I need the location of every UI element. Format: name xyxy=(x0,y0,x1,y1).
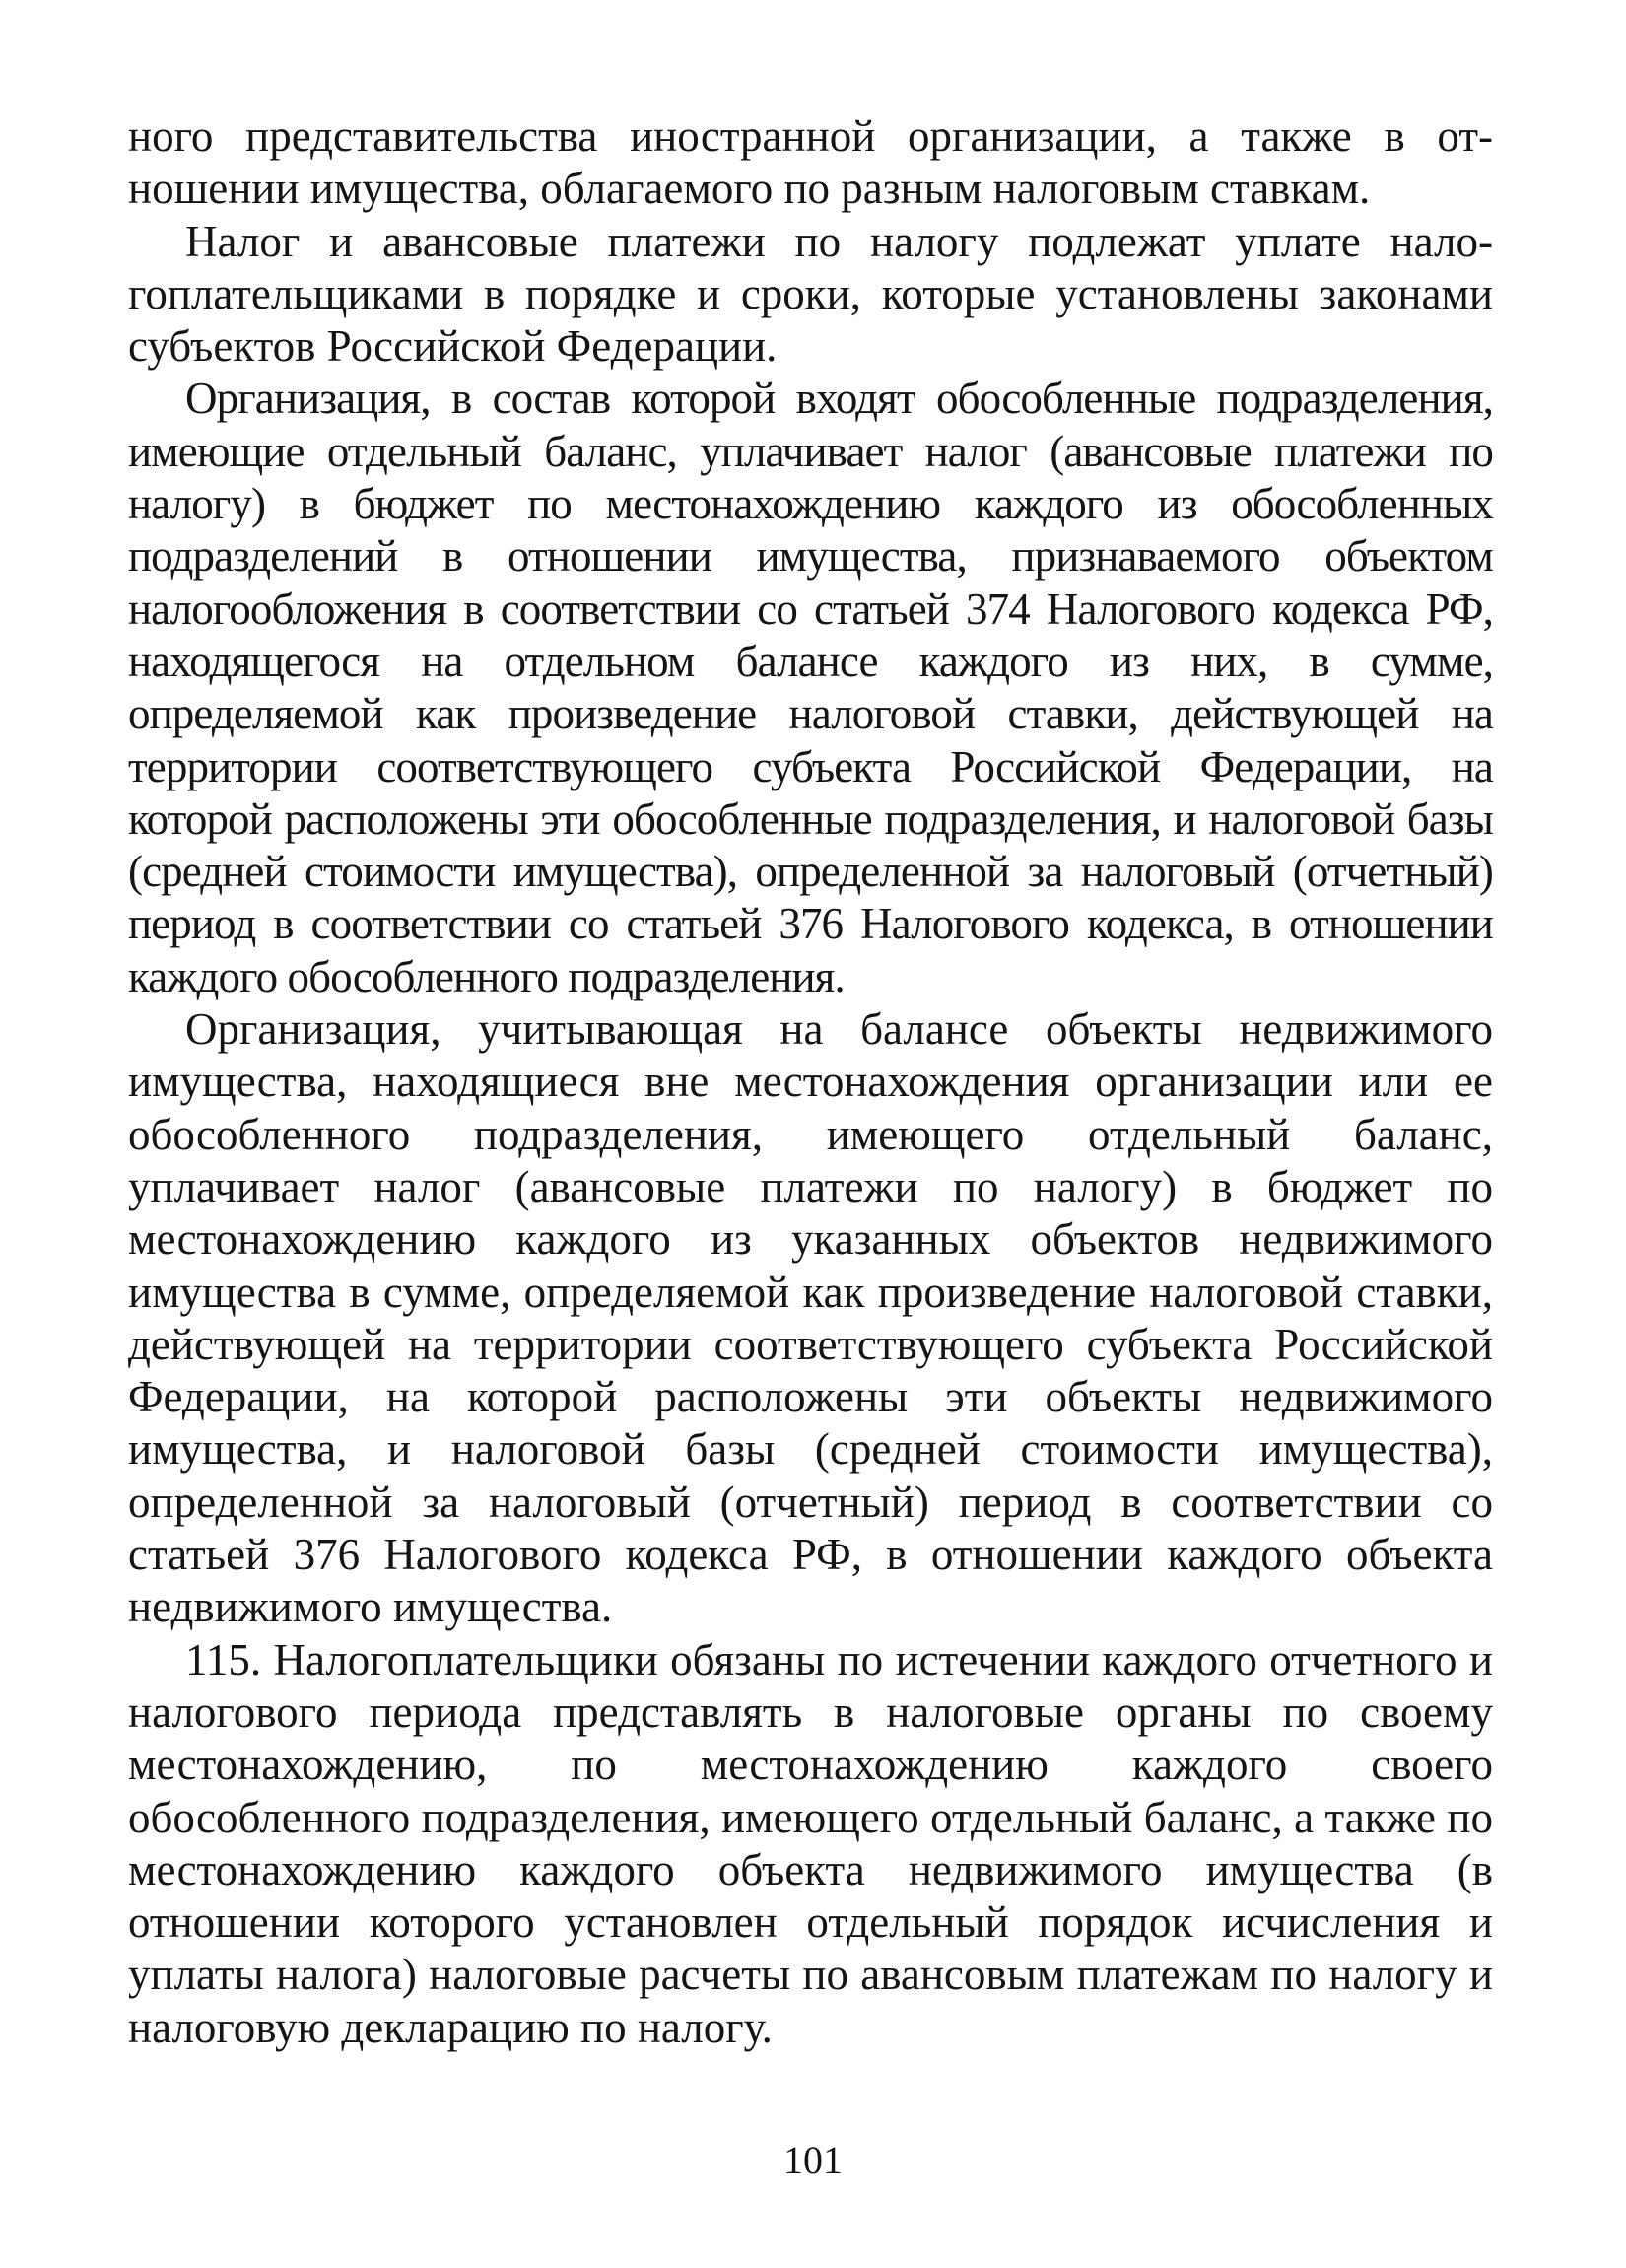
paragraph-real-estate-objects: Организация, учитывающая на балансе объекты недвижимого имущества, находящиеся вне местонахождения организации или ее обособленного подразделения, имеющего отдельный баланс, уплачивает налог (авансовые платежи по налогу) в бюджет по местонахождению каждого из указанных объектов недвижимого имущества в сумме, определяемой как произведение налоговой ставки, действующей на территории соответствующего субъекта Российской Федерации, на которой расположены эти объекты недвижимого имущества, и налоговой базы (средней стоимости имущества), определенной за налоговый (отчетный) период в соответствии со статьей 376 Налогового кодекса РФ, в отношении каждого объекта недвижимого имущества. xyxy=(128,1004,1493,1632)
page-body xyxy=(128,110,1493,2054)
paragraph-continuation: ного представительства иностранной организации, а также в отношении имущества, облагаемого по разным налоговым ставкам. xyxy=(128,111,1493,214)
page-number: 101 xyxy=(783,2138,843,2182)
paragraph-tax-payment-terms: Налог и авансовые платежи по налогу подлежат уплате налогоплательщиками в порядке и сроки, которые установлены законами субъектов Российской Федерации. xyxy=(128,216,1493,372)
paragraph-separate-divisions: Организация, в состав которой входят обособленные подразделения, имеющие отдельный баланс, уплачивает налог (авансовые платежи по налогу) в бюджет по местонахождению каждого из обособленных подразделений в отношении имущества, признаваемого объектом налогообложения в соответствии со статьей 374 Налогового кодекса РФ, находящегося на отдельном балансе каждого из них, в сумме, определяемой как произведение налоговой ставки, действующей на территории соответствующего субъекта Российской Федерации, на которой расположены эти обособленные подразделения, и налоговой базы (средней стоимости имущества), определенной за налоговый (отчетный) период в соответствии со статьей 376 Налогового кодекса, в отношении каждого обособленного подразделения. xyxy=(128,374,1493,1001)
paragraph-item-115: 115. Налогоплательщики обязаны по истечении каждого отчетного и налогового периода представлять в налоговые органы по своему местонахождению, по местонахождению каждого своего обособленного подразделения, имеющего отдельный баланс, а также по местонахождению каждого объекта недвижимого имущества (в отношении которого установлен отдельный порядок исчисления и уплаты налога) налоговые расчеты по авансовым платежам по налогу и налоговую декларацию по налогу. xyxy=(128,1634,1493,2052)
